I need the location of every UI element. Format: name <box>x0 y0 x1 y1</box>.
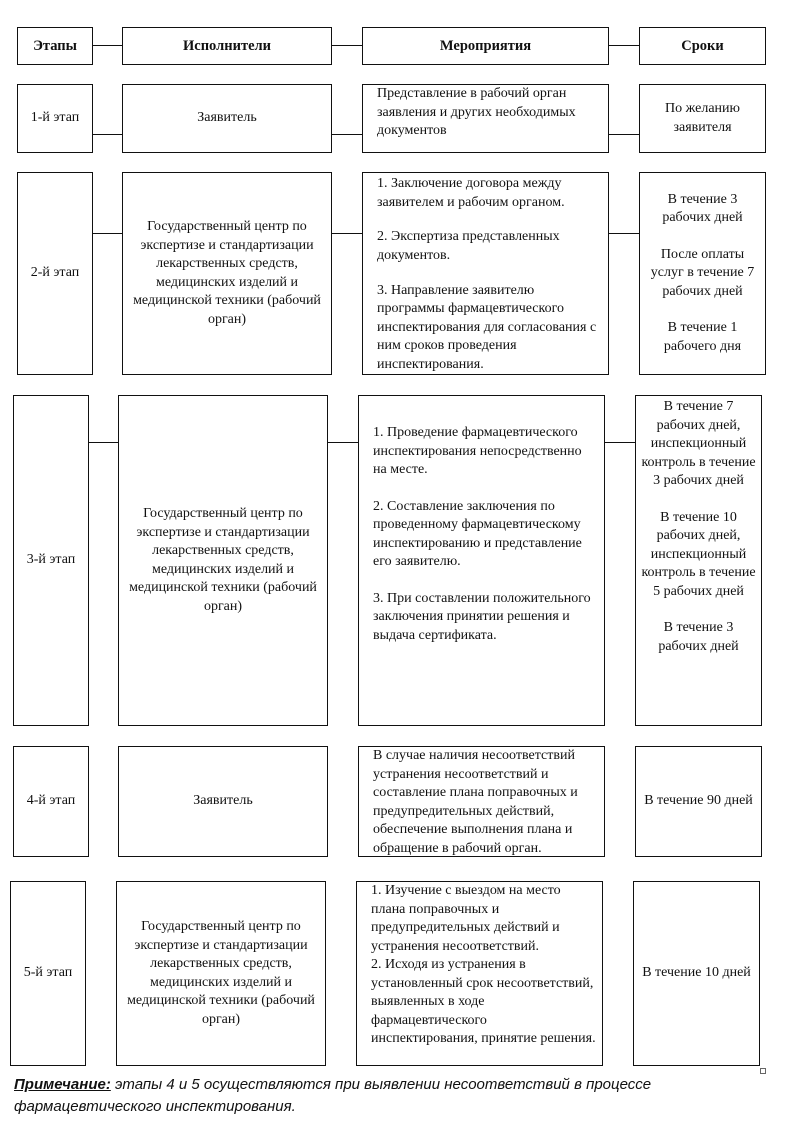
stage5-deadline-1: В течение 10 дней <box>642 965 751 981</box>
stage2-label-box <box>17 172 93 375</box>
connector <box>89 442 118 443</box>
stage3-deadline-1: В течение 7 рабочих дней, инспекционный контроль в течение 3 рабочих дней <box>641 399 756 488</box>
stage3-action-2: 2. Составление заключения по проведенному фармацевтическому инспектированию и представление его заявителю. <box>373 498 582 569</box>
footnote-text: этапы 4 и 5 осуществляются при выявлении несоответствий в процессе фармацевтического инспектирования. <box>14 1076 652 1115</box>
stage3-label: 3-й этап <box>26 552 76 568</box>
stage1-executor-box <box>122 84 332 153</box>
stage3-deadlines-box <box>635 395 762 726</box>
stage5-deadlines-box <box>633 881 760 1066</box>
stage5-action-1: 1. Изучение с выездом на место плана поправочных и предупредительных действий и устранения несоответствий. <box>371 883 561 954</box>
connector <box>93 45 122 46</box>
connector <box>332 233 362 234</box>
stage4-label-box <box>13 746 89 857</box>
connector <box>609 134 639 135</box>
stage4-deadlines-box <box>635 746 762 857</box>
header-stages <box>17 27 93 65</box>
stage2-deadline-1: В течение 3 рабочих дней <box>662 191 743 226</box>
stage4-executor: Заявитель <box>193 793 253 809</box>
connector <box>609 233 639 234</box>
stage3-executor-box <box>118 395 328 726</box>
stage4-actions-box <box>358 746 605 857</box>
stage2-deadlines-box <box>639 172 766 375</box>
header-stages-label: Этапы <box>33 37 77 54</box>
stage2-executor: Государственный центр по экспертизе и стандартизации лекарственных средств, медицинских изделий и медицинской техники (рабочий орган) <box>133 219 321 327</box>
stage1-executor: Заявитель <box>197 110 257 126</box>
stage2-actions-box <box>362 172 609 375</box>
stage3-action-1: 1. Проведение фармацевтического инспектирования непосредственно на месте. <box>373 425 582 477</box>
stage4-action-1: В случае наличия несоответствий устранения несоответствий и составление плана поправочных и предупредительных действий, обеспечение выполнения плана и обращение в рабочий орган. <box>373 748 578 856</box>
stage3-deadline-3: В течение 3 рабочих дней <box>658 620 739 654</box>
footnote-label: Примечание: <box>14 1076 111 1093</box>
header-deadlines-label: Сроки <box>681 37 724 54</box>
connector <box>93 233 122 234</box>
stage2-action-2: 2. Экспертиза представленных документов. <box>377 229 560 263</box>
footnote <box>14 1074 784 1118</box>
connector <box>609 45 639 46</box>
stage2-deadline-2: После оплаты услуг в течение 7 рабочих дней <box>650 246 755 299</box>
connector <box>93 134 122 135</box>
stage3-deadline-2: В течение 10 рабочих дней, инспекционный контроль в течение 5 рабочих дней <box>641 509 756 599</box>
stage5-action-2: 2. Исходя из устранения в установленный срок несоответствий, выявленных в ходе фармацевтического инспектирования, принятие решения. <box>371 957 596 1046</box>
stage1-deadlines-box <box>639 84 766 153</box>
stage3-label-box <box>13 395 89 726</box>
stage5-executor-box <box>116 881 326 1066</box>
header-actions <box>362 27 609 65</box>
stage2-label: 2-й этап <box>30 265 80 281</box>
stage5-label-box <box>10 881 86 1066</box>
stage1-label: 1-й этап <box>30 110 80 126</box>
stage4-deadline-1: В течение 90 дней <box>644 793 753 809</box>
stage2-action-3: 3. Направление заявителю программы фармацевтического инспектирования для согласования с ним сроков проведения инспектирования. <box>377 282 597 372</box>
connector <box>332 45 362 46</box>
header-actions-label: Мероприятия <box>439 37 532 54</box>
stage2-action-1: 1. Заключение договора между заявителем и рабочим органом. <box>377 176 565 210</box>
stage1-deadline-1: По желанию заявителя <box>665 101 740 135</box>
stage5-executor: Государственный центр по экспертизе и стандартизации лекарственных средств, медицинских изделий и медицинской техники (рабочий орган) <box>127 919 315 1027</box>
header-executors <box>122 27 332 65</box>
stage5-actions-box <box>356 881 603 1066</box>
stage3-action-3: 3. При составлении положительного заключения принятии решения и выдача сертификата. <box>373 590 591 643</box>
header-executors-label: Исполнители <box>182 37 272 54</box>
header-deadlines <box>639 27 766 65</box>
stage4-label: 4-й этап <box>26 793 76 809</box>
connector <box>328 442 358 443</box>
stage1-label-box <box>17 84 93 153</box>
stage1-action-1: Представление в рабочий орган заявления и других необходимых документов <box>377 86 576 138</box>
stage2-executor-box <box>122 172 332 375</box>
stage4-executor-box <box>118 746 328 857</box>
stage5-label: 5-й этап <box>23 965 73 981</box>
stage3-actions-box <box>358 395 605 726</box>
stage2-deadline-3: В течение 1 рабочего дня <box>663 320 742 354</box>
stage3-executor: Государственный центр по экспертизе и стандартизации лекарственных средств, медицинских изделий и медицинской техники (рабочий орган) <box>129 506 317 614</box>
connector <box>332 134 362 135</box>
stage1-actions-box <box>362 84 609 153</box>
connector <box>605 442 635 443</box>
